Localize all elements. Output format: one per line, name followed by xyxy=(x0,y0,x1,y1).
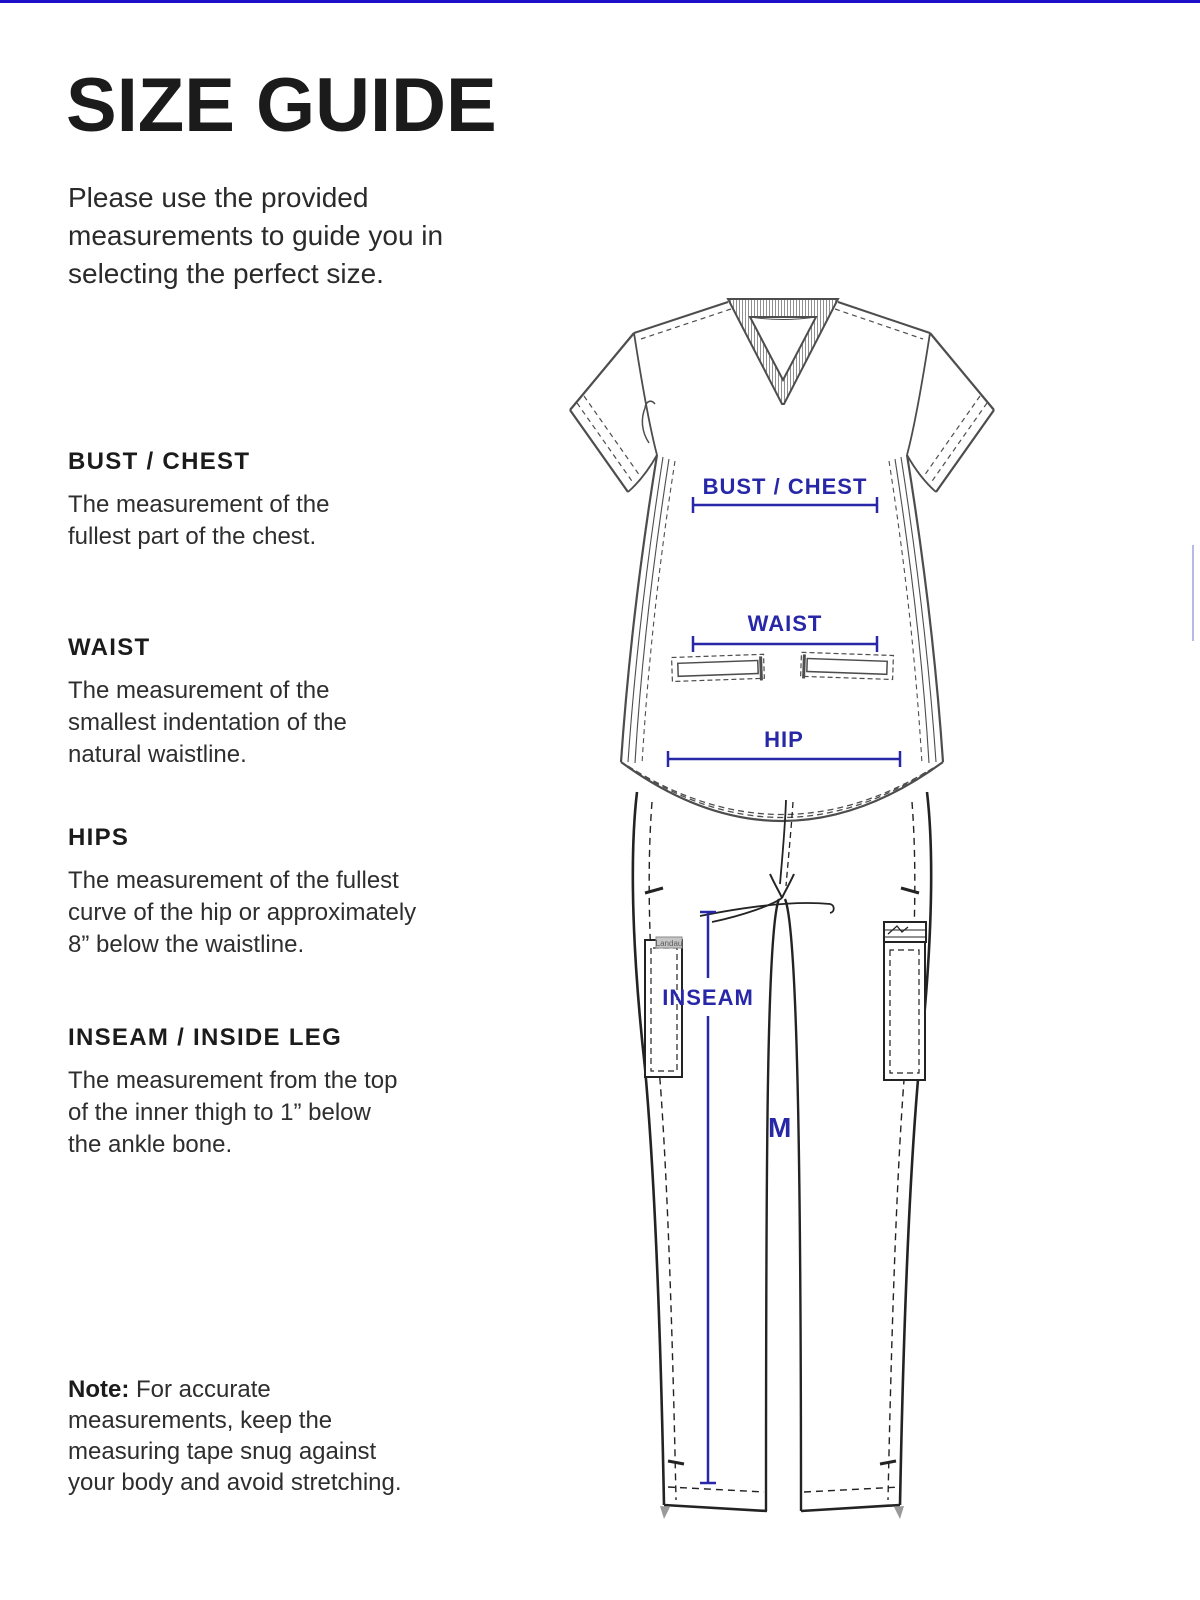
note-label: Note: xyxy=(68,1376,130,1403)
section-inseam xyxy=(68,1024,397,1161)
note-line: your body and avoid stretching. xyxy=(68,1469,402,1496)
size-diagram xyxy=(535,278,1005,1563)
size-marker-label: M xyxy=(768,1112,792,1143)
page-edge-artifact xyxy=(1192,545,1194,641)
section-heading: WAIST xyxy=(68,634,151,661)
section-body-line: of the inner thigh to 1” below xyxy=(68,1099,371,1126)
inseam-measure xyxy=(662,912,754,1483)
section-body-line: natural waistline. xyxy=(68,741,247,768)
section-heading: BUST / CHEST xyxy=(68,448,251,475)
hip-measure-label: HIP xyxy=(764,727,804,752)
right-welt-pocket xyxy=(801,652,894,681)
section-body-line: The measurement from the top xyxy=(68,1067,398,1094)
section-hips xyxy=(68,824,416,961)
page-title: SIZE GUIDE xyxy=(66,63,497,148)
pocket-tag-label: Landau xyxy=(655,939,683,948)
scrub-pants-drawing xyxy=(633,792,931,1519)
measurement-overlays xyxy=(662,474,900,1483)
section-heading: HIPS xyxy=(68,824,130,851)
bust-measure-label: BUST / CHEST xyxy=(702,474,868,499)
section-body-line: The measurement of the fullest xyxy=(68,867,399,894)
section-body-line: The measurement of the xyxy=(68,491,330,518)
note-line xyxy=(68,1374,402,1405)
section-body-line: fullest part of the chest. xyxy=(68,523,317,550)
note-line: measuring tape snug against xyxy=(68,1438,377,1465)
section-heading: INSEAM / INSIDE LEG xyxy=(68,1024,343,1051)
inseam-measure-label: INSEAM xyxy=(662,985,754,1010)
left-welt-pocket xyxy=(672,654,765,683)
section-body-line: 8” below the waistline. xyxy=(68,931,305,958)
section-body-line: the ankle bone. xyxy=(68,1131,233,1158)
note-line: measurements, keep the xyxy=(68,1407,333,1434)
waist-measure-label: WAIST xyxy=(747,611,823,636)
bust-measure xyxy=(693,474,877,513)
page-top-accent-border xyxy=(0,0,1200,3)
section-bust-chest xyxy=(68,448,329,553)
drawstring xyxy=(700,898,834,922)
waist-measure xyxy=(693,611,877,652)
hip-measure xyxy=(668,727,900,767)
right-sleeve xyxy=(907,333,994,492)
vneck-collar xyxy=(728,299,838,404)
section-waist xyxy=(68,634,347,771)
section-body-line: curve of the hip or approximately xyxy=(68,899,417,926)
note-block xyxy=(68,1374,402,1498)
intro-text: Please use the provided measurements to guide you in selecting the perfect size. xyxy=(68,182,444,289)
right-cargo-pocket xyxy=(884,922,926,1080)
section-body-line: The measurement of the xyxy=(68,677,330,704)
note-text: For accurate xyxy=(136,1376,271,1403)
section-body-line: smallest indentation of the xyxy=(68,709,347,736)
